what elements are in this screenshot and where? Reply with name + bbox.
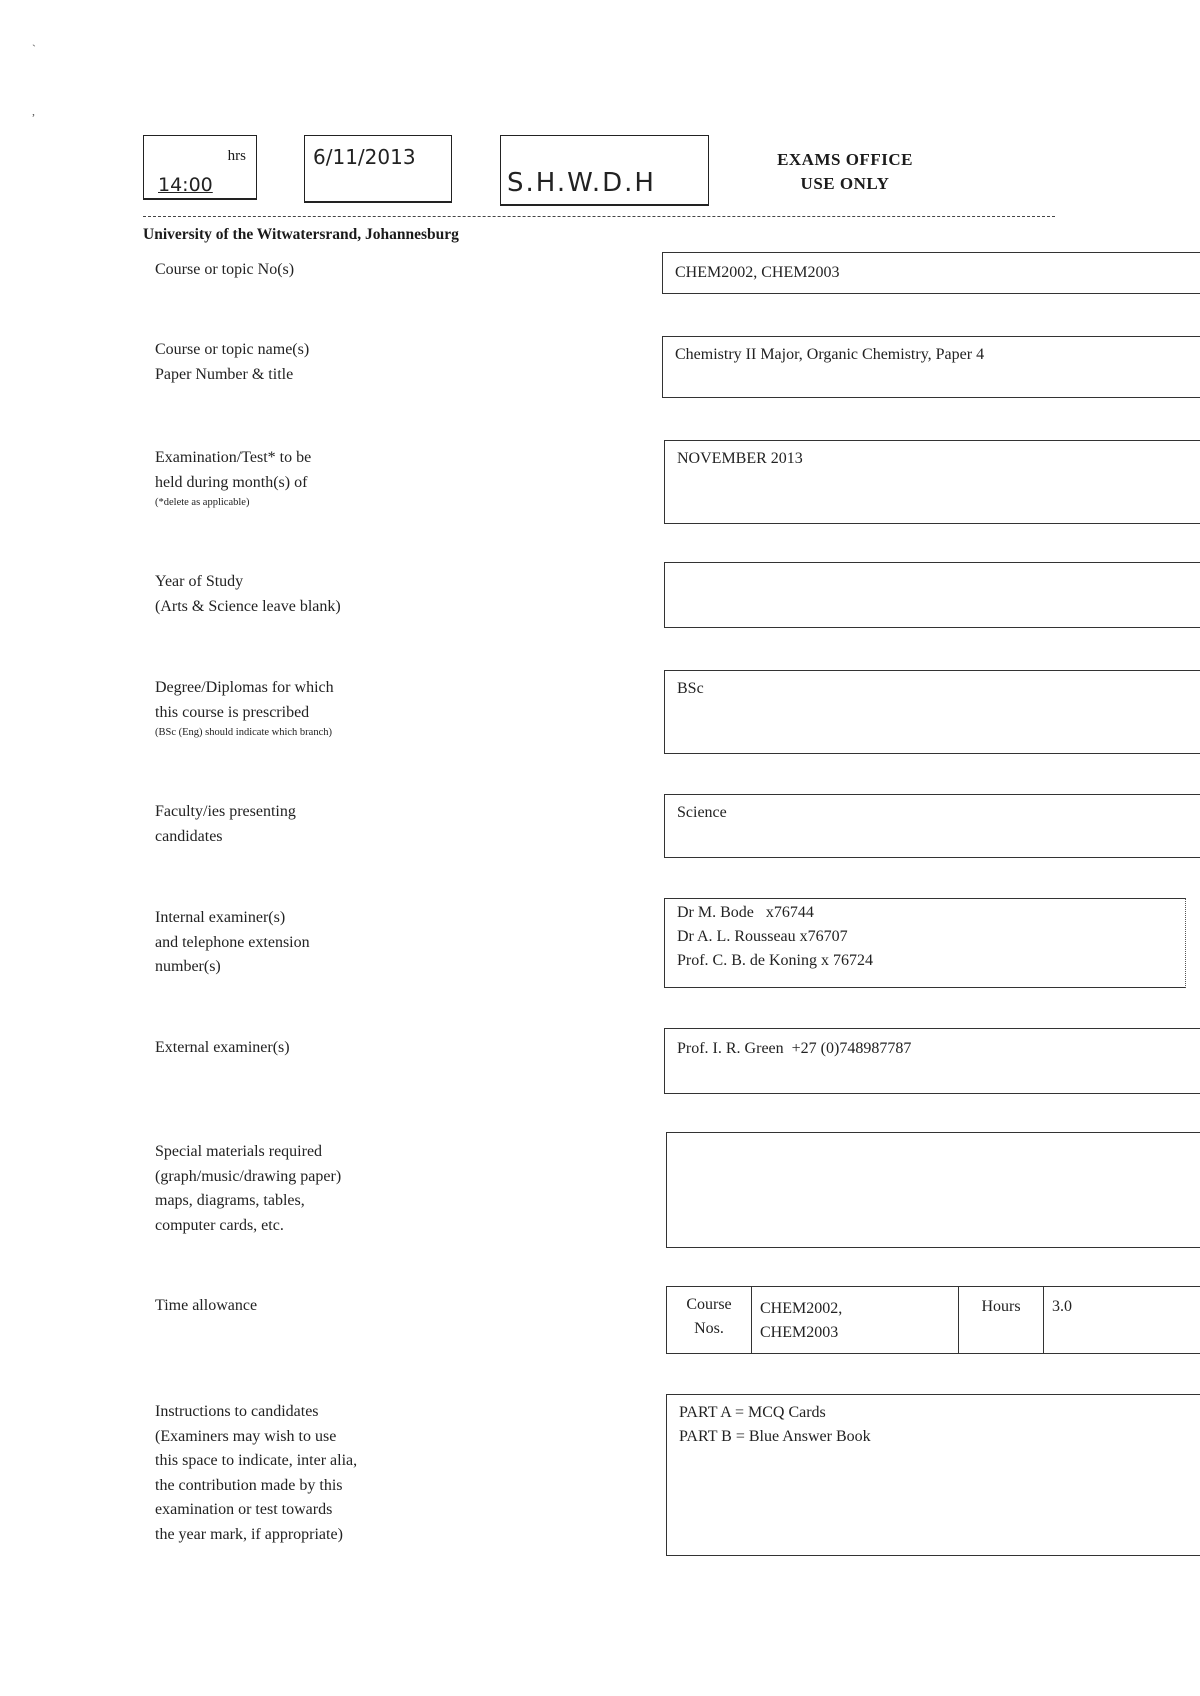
exams-office-line2: USE ONLY [800,174,890,193]
hours-label: Hours [981,1298,1021,1315]
label-line: Year of Study [155,573,244,590]
label-note: (*delete as applicable) [155,497,250,508]
internal-examiner-2: Dr A. L. Rousseau x76707 [677,928,848,945]
course-numbers-label [155,258,294,283]
year-of-study-label [155,570,341,619]
label-line: Internal examiner(s) [155,909,286,926]
label-line: number(s) [155,958,221,975]
venue-box-value: S.H.W.D.H [507,168,656,198]
course-name-field [662,336,1200,398]
label-line: (graph/music/drawing paper) [155,1167,342,1185]
label-line: this course is prescribed [155,703,310,721]
hours-value-cell [1044,1287,1200,1354]
label-line: candidates [155,827,223,845]
special-materials-field [666,1132,1200,1248]
course-nos-label-cell [667,1287,752,1354]
degree-label [155,676,334,741]
external-examiner-1: Prof. I. R. Green +27 (0)748987787 [677,1040,912,1057]
time-box-value: 14:00 [158,174,213,196]
faculty-label [155,800,296,849]
course-nos-value-cell [752,1287,959,1354]
exam-month-value: NOVEMBER 2013 [677,450,803,467]
label-line: and telephone extension [155,933,310,951]
time-box [143,135,257,200]
label-note: (BSc (Eng) should indicate which branch) [155,727,332,738]
label-line: the year mark, if appropriate) [155,1525,343,1543]
label-line: Faculty/ies presenting [155,803,296,820]
time-allowance-label [155,1294,257,1319]
internal-examiner-1: Dr M. Bode x76744 [677,904,814,921]
internal-examiners-label [155,906,310,980]
label-line: Course or topic name(s) [155,341,310,358]
course-value: CHEM2003 [760,1324,839,1341]
label-line: (Arts & Science leave blank) [155,597,341,615]
label-line: Paper Number & title [155,365,294,383]
label-line: External examiner(s) [155,1039,290,1056]
internal-examiners-field [664,898,1186,988]
instruction-2: PART B = Blue Answer Book [679,1428,871,1445]
exam-month-field [664,440,1200,524]
course-numbers-value: CHEM2002, CHEM2003 [675,264,840,281]
label-line: held during month(s) of [155,473,308,491]
instructions-label [155,1400,357,1547]
time-allowance-table [666,1286,1200,1354]
venue-box [500,135,709,206]
label-line: Degree/Diplomas for which [155,679,334,696]
time-box-label: hrs [227,148,246,164]
scan-mark: ` [32,42,36,56]
label-line: computer cards, etc. [155,1216,284,1234]
instruction-1: PART A = MCQ Cards [679,1404,826,1421]
label-line: Time allowance [155,1297,258,1314]
date-box-value: 6/11/2013 [313,145,416,169]
exam-month-label [155,446,311,511]
label-line: maps, diagrams, tables, [155,1192,305,1209]
course-name-value: Chemistry II Major, Organic Chemistry, Paper 4 [675,346,985,363]
internal-examiner-3: Prof. C. B. de Koning x 76724 [677,952,873,969]
label-line: Special materials required [155,1143,323,1160]
label-line: Instructions to candidates [155,1403,319,1420]
label-line: the contribution made by this [155,1476,343,1494]
course-name-label [155,338,309,387]
faculty-value: Science [677,804,727,821]
year-of-study-field [664,562,1200,628]
label-line: examination or test towards [155,1501,333,1518]
external-examiners-label [155,1036,290,1061]
label-line: Examination/Test* to be [155,449,312,466]
label-line: Nos. [694,1320,724,1337]
header-divider [143,216,1055,217]
course-value: CHEM2002, [760,1300,843,1317]
university-name: University of the Witwatersrand, Johannesburg [143,226,459,243]
label-line: Course or topic No(s) [155,261,295,278]
label-line: (Examiners may wish to use [155,1427,337,1445]
hours-value: 3.0 [1052,1298,1072,1315]
instructions-field [666,1394,1200,1556]
degree-field [664,670,1200,754]
scan-mark: , [32,104,35,118]
date-box [304,135,452,203]
degree-value: BSc [677,680,704,697]
label-line: Course [686,1296,732,1313]
faculty-field [664,794,1200,858]
course-numbers-field [662,252,1200,294]
exams-office-label [740,148,950,196]
special-materials-label [155,1140,341,1238]
hours-label-cell [959,1287,1044,1354]
exams-office-line1: EXAMS OFFICE [777,150,913,169]
label-line: this space to indicate, inter alia, [155,1452,358,1469]
external-examiners-field [664,1028,1200,1094]
